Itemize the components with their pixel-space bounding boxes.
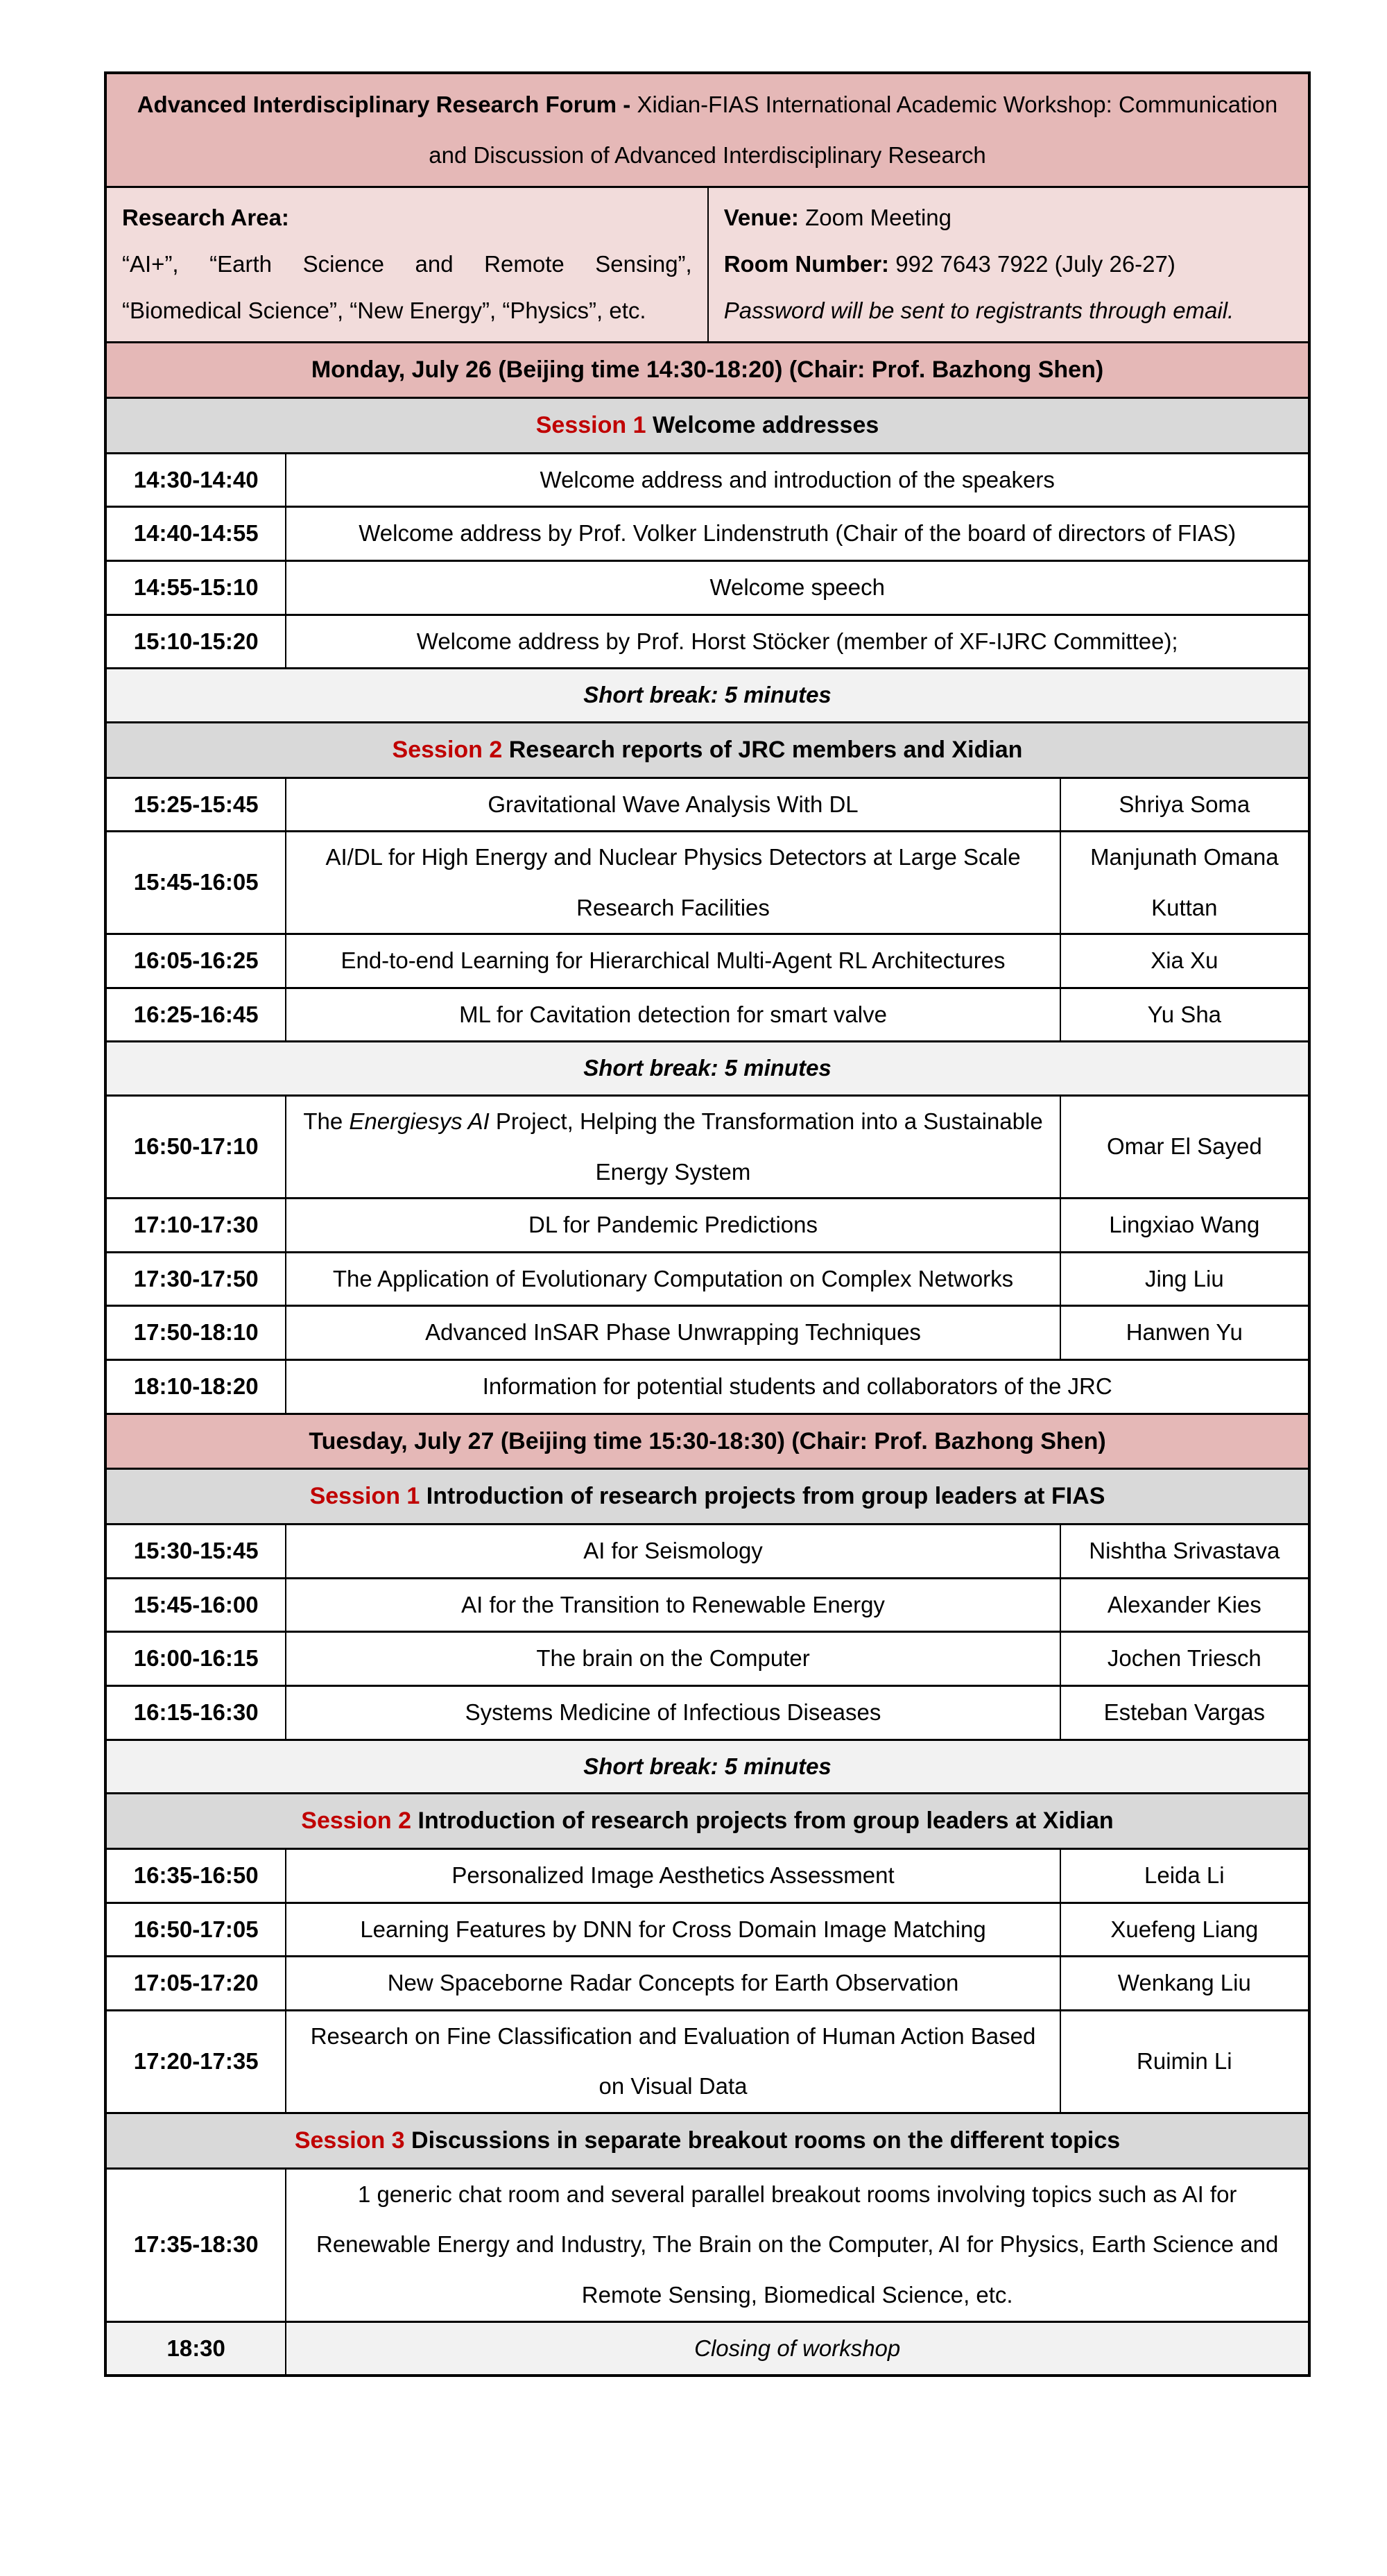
schedule-body [105,73,1309,2376]
talk-title-cell: Closing of workshop [286,2321,1309,2376]
day-header-row [105,1414,1309,1469]
break-row [105,1740,1309,1794]
speaker-cell: Jing Liu [1060,1252,1309,1306]
time-cell: 17:05-17:20 [105,1957,286,2011]
forum-title-bold: Advanced Interdisciplinary Research Forum - [137,92,631,117]
talk-row [105,1848,1309,1903]
talk-row [105,778,1309,832]
time-cell: 14:40-14:55 [105,507,286,561]
session-title: Introduction of research projects from group leaders at Xidian [417,1808,1114,1835]
speaker-cell: Alexander Kies [1060,1578,1309,1632]
time-cell: 18:30 [105,2321,286,2376]
speaker-cell: Hanwen Yu [1060,1306,1309,1360]
talk-row [105,832,1309,934]
time-cell: 15:10-15:20 [105,615,286,669]
speaker-cell: Jochen Triesch [1060,1632,1309,1686]
session-title: Welcome addresses [652,411,879,438]
talk-title-segment: The [303,1108,350,1135]
time-cell: 16:50-17:05 [105,1903,286,1957]
session-header-cell [105,2113,1309,2168]
info-row [105,187,1309,343]
speaker-cell: Ruimin Li [1060,2010,1309,2113]
talk-row [105,1903,1309,1957]
session-title: Introduction of research projects from group leaders at FIAS [426,1483,1105,1510]
talk-title-cell: AI for Seismology [286,1525,1060,1579]
speaker-cell: Nishtha Srivastava [1060,1525,1309,1579]
schedule-table [104,71,1311,2377]
talk-title-cell: DL for Pandemic Predictions [286,1199,1060,1253]
session-header-cell [105,397,1309,453]
time-cell: 14:30-14:40 [105,453,286,507]
speaker-cell: Leida Li [1060,1848,1309,1903]
session-label: Session 3 [294,2127,405,2154]
talk-row [105,1686,1309,1740]
room-number-value: 992 7643 7922 (July 26-27) [895,251,1175,277]
talk-row [105,2010,1309,2113]
day-header-row [105,343,1309,398]
research-area-text: “AI+”, “Earth Science and Remote Sensing”, “Biomedical Science”, “New Energy”, “Physics”, etc. [122,251,692,324]
break-cell: Short break: 5 minutes [105,1740,1309,1794]
speaker-cell: Xuefeng Liang [1060,1903,1309,1957]
research-area-cell [107,188,709,341]
talk-title-cell: Systems Medicine of Infectious Diseases [286,1686,1060,1740]
talk-title-cell: AI for the Transition to Renewable Energy [286,1578,1060,1632]
research-area-label: Research Area: [122,205,289,231]
day-header-cell: Monday, July 26 (Beijing time 14:30-18:20) (Chair: Prof. Bazhong Shen) [105,343,1309,398]
venue-cell [709,188,1308,341]
break-cell: Short break: 5 minutes [105,1042,1309,1096]
talk-row [105,1199,1309,1253]
session-header-row [105,2113,1309,2168]
workshop-schedule-document [104,71,1311,2377]
talk-row [105,934,1309,988]
talk-row [105,1578,1309,1632]
talk-row [105,1632,1309,1686]
venue-line [724,195,1293,241]
talk-row [105,1096,1309,1199]
talk-row [105,560,1309,615]
talk-row [105,507,1309,561]
talk-row [105,1525,1309,1579]
talk-title-italic-segment: Energiesys AI [349,1108,490,1135]
talk-title-cell: Welcome speech [286,560,1309,615]
speaker-cell: Wenkang Liu [1060,1957,1309,2011]
break-row [105,669,1309,723]
time-cell: 17:35-18:30 [105,2168,286,2321]
speaker-cell: Omar El Sayed [1060,1096,1309,1199]
speaker-cell: Esteban Vargas [1060,1686,1309,1740]
info-grid [107,188,1308,341]
speaker-cell: Lingxiao Wang [1060,1199,1309,1253]
room-number-line [724,241,1293,288]
session-title: Research reports of JRC members and Xidian [508,736,1023,763]
talk-title-cell: Gravitational Wave Analysis With DL [286,778,1060,832]
talk-title-cell: Welcome address by Prof. Volker Lindenstruth (Chair of the board of directors of FIAS) [286,507,1309,561]
time-cell: 15:30-15:45 [105,1525,286,1579]
time-cell: 15:45-16:00 [105,1578,286,1632]
break-cell: Short break: 5 minutes [105,669,1309,723]
time-cell: 16:50-17:10 [105,1096,286,1199]
talk-title-cell: The Application of Evolutionary Computation on Complex Networks [286,1252,1060,1306]
time-cell: 16:15-16:30 [105,1686,286,1740]
session-header-cell [105,1794,1309,1849]
break-row [105,1042,1309,1096]
venue-value: Zoom Meeting [805,205,952,231]
session-header-cell [105,722,1309,778]
session-header-row [105,1469,1309,1525]
session-label: Session 2 [392,736,503,763]
talk-row [105,1957,1309,2011]
session-header-row [105,1794,1309,1849]
talk-title-cell: The brain on the Computer [286,1632,1060,1686]
talk-title-cell: Welcome address and introduction of the speakers [286,453,1309,507]
title-row [105,73,1309,187]
session-label: Session 2 [301,1808,412,1835]
time-cell: 18:10-18:20 [105,1360,286,1414]
talk-title-cell: ML for Cavitation detection for smart valve [286,988,1060,1042]
room-number-label: Room Number: [723,251,890,277]
talk-row [105,1252,1309,1306]
time-cell: 17:20-17:35 [105,2010,286,2113]
time-cell: 17:50-18:10 [105,1306,286,1360]
password-note: Password will be sent to registrants through email. [723,298,1234,324]
session-label: Session 1 [309,1483,420,1510]
talk-row [105,453,1309,507]
talk-row [105,615,1309,669]
talk-title-cell: 1 generic chat room and several parallel breakout rooms involving topics such as AI for Renewable Energy and Industry, The Brain on the Computer, AI for Physics, Earth Science and Remote Sensing, Biomedical Science, etc. [286,2168,1309,2321]
time-cell: 17:30-17:50 [105,1252,286,1306]
talk-row [105,1306,1309,1360]
talk-title-cell: Learning Features by DNN for Cross Domain Image Matching [286,1903,1060,1957]
info-cell [105,187,1309,343]
talk-title-cell: AI/DL for High Energy and Nuclear Physics Detectors at Large Scale Research Facilities [286,832,1060,934]
time-cell: 16:00-16:15 [105,1632,286,1686]
speaker-cell: Xia Xu [1060,934,1309,988]
session-header-cell [105,1469,1309,1525]
time-cell: 16:05-16:25 [105,934,286,988]
talk-row [105,2168,1309,2321]
session-label: Session 1 [535,411,646,438]
talk-row [105,1360,1309,1414]
forum-title-cell [105,73,1309,187]
venue-label: Venue: [723,205,799,231]
time-cell: 16:25-16:45 [105,988,286,1042]
time-cell: 16:35-16:50 [105,1848,286,1903]
talk-title-cell: Personalized Image Aesthetics Assessment [286,1848,1060,1903]
session-title: Discussions in separate breakout rooms on the different topics [411,2127,1121,2154]
session-header-row [105,722,1309,778]
speaker-cell: Manjunath Omana Kuttan [1060,832,1309,934]
day-header-cell: Tuesday, July 27 (Beijing time 15:30-18:30) (Chair: Prof. Bazhong Shen) [105,1414,1309,1469]
time-cell: 14:55-15:10 [105,560,286,615]
forum-title-rest: Xidian-FIAS International Academic Workshop: Communication and Discussion of Advanced Interdisciplinary Research [429,92,1278,168]
time-cell: 15:25-15:45 [105,778,286,832]
talk-title-cell: New Spaceborne Radar Concepts for Earth Observation [286,1957,1060,2011]
talk-title-cell [286,1096,1060,1199]
talk-title-segment: Project, Helping the Transformation into a Sustainable Energy System [489,1108,1043,1185]
talk-title-cell: Advanced InSAR Phase Unwrapping Techniques [286,1306,1060,1360]
talk-title-cell: Research on Fine Classification and Evaluation of Human Action Based on Visual Data [286,2010,1060,2113]
speaker-cell: Yu Sha [1060,988,1309,1042]
talk-title-cell: Welcome address by Prof. Horst Stöcker (member of XF-IJRC Committee); [286,615,1309,669]
talk-row [105,988,1309,1042]
talk-title-cell: End-to-end Learning for Hierarchical Multi-Agent RL Architectures [286,934,1060,988]
speaker-cell: Shriya Soma [1060,778,1309,832]
closing-row [105,2321,1309,2376]
time-cell: 17:10-17:30 [105,1199,286,1253]
talk-title-cell: Information for potential students and collaborators of the JRC [286,1360,1309,1414]
time-cell: 15:45-16:05 [105,832,286,934]
session-header-row [105,397,1309,453]
